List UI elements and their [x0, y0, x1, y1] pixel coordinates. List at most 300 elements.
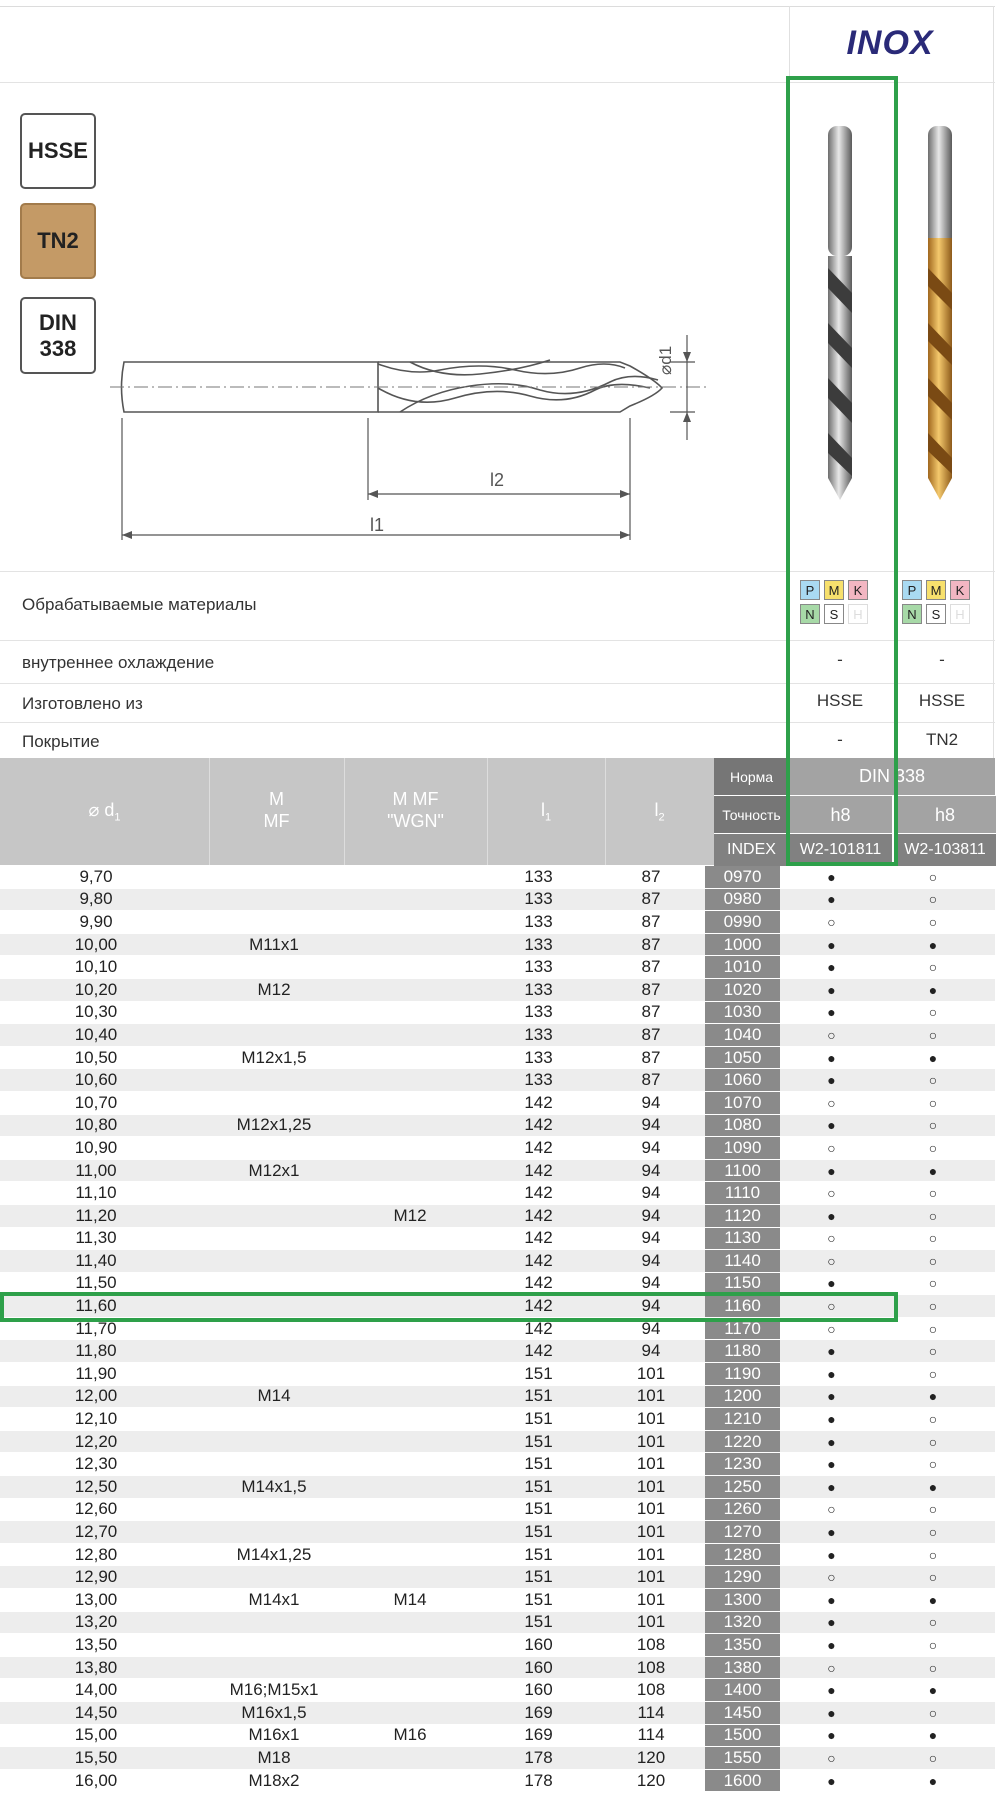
- table-row: [0, 1634, 995, 1657]
- cell-avail-col1: ●: [827, 1162, 836, 1179]
- cell-l2: 94: [641, 1092, 661, 1112]
- cell-l2: 94: [641, 1115, 661, 1135]
- table-row: [0, 1205, 995, 1228]
- cell-avail-col1: ●: [827, 1004, 836, 1021]
- cell-d1: 15,00: [74, 1725, 118, 1745]
- iso-n: N: [800, 604, 820, 624]
- cell-index: 1450: [705, 1702, 780, 1724]
- cell-l2: 87: [641, 1070, 661, 1090]
- cell-l2: 114: [637, 1725, 665, 1745]
- cell-d1: 12,10: [74, 1409, 118, 1429]
- din-badge-line1: DIN: [39, 309, 77, 335]
- highlight-row: [0, 1292, 898, 1322]
- cell-index: 1500: [705, 1725, 780, 1747]
- cell-avail-col2: ○: [928, 1433, 938, 1450]
- cell-index: 1070: [705, 1092, 780, 1114]
- cell-index: 1100: [705, 1160, 780, 1182]
- cell-thread-m: M12: [257, 979, 291, 999]
- cell-l1: 151: [524, 1612, 553, 1632]
- index-label: INDEX: [714, 833, 789, 866]
- cell-thread-m: M16;M15x1: [229, 1680, 319, 1700]
- cell-d1: 12,00: [74, 1386, 118, 1406]
- cell-index: 1180: [705, 1340, 780, 1362]
- cell-index: 1270: [705, 1521, 780, 1543]
- cell-avail-col1: ●: [827, 868, 836, 885]
- cell-d1: 11,70: [75, 1318, 117, 1338]
- cell-avail-col1: ●: [827, 1365, 836, 1382]
- cell-l1: 142: [524, 1160, 553, 1180]
- cell-l2: 120: [636, 1770, 666, 1790]
- materials-label: Обрабатываемые материалы: [22, 595, 257, 614]
- cell-l1: 133: [524, 957, 553, 977]
- cell-l2: 101: [636, 1589, 666, 1609]
- cell-l2: 94: [641, 1160, 661, 1180]
- made-of-col1: HSSE: [816, 691, 864, 710]
- table-row: [0, 1612, 995, 1635]
- col-l2-text: l: [654, 800, 659, 820]
- cell-l1: 133: [524, 866, 553, 886]
- cell-avail-col2: ○: [928, 1411, 938, 1428]
- cell-index: 1210: [705, 1408, 780, 1430]
- table-row: [0, 1024, 995, 1047]
- cell-d1: 10,30: [74, 1002, 118, 1022]
- table-row: [0, 1589, 995, 1612]
- cell-d1: 9,80: [79, 889, 113, 909]
- iso-s: S: [824, 604, 844, 624]
- cell-thread-m: M12x1,5: [241, 1047, 307, 1067]
- cell-l1: 142: [524, 1137, 553, 1157]
- cell-avail-col2: ●: [928, 1478, 938, 1495]
- cell-avail-col1: ●: [827, 1411, 836, 1428]
- cell-index: 1190: [705, 1363, 780, 1385]
- table-row: [0, 979, 995, 1002]
- cell-index: 1300: [705, 1589, 780, 1611]
- cooling-col1: -: [837, 650, 843, 669]
- cell-d1: 10,70: [74, 1092, 118, 1112]
- cell-l2: 87: [641, 866, 661, 886]
- table-row: [0, 1544, 995, 1567]
- col-m-header: [209, 788, 344, 832]
- table-row: [0, 1770, 995, 1793]
- cell-l1: 160: [524, 1680, 553, 1700]
- cell-l1: 142: [524, 1092, 553, 1112]
- cell-l1: 169: [524, 1725, 553, 1745]
- col-wgn-header: [344, 788, 487, 832]
- cell-l2: 101: [636, 1386, 666, 1406]
- table-row: [0, 866, 995, 889]
- cell-l1: 133: [524, 1047, 553, 1067]
- cell-avail-col1: ●: [827, 1478, 836, 1495]
- cell-index: 1120: [705, 1205, 780, 1227]
- cell-thread-m: M11x1: [249, 934, 299, 954]
- cell-avail-col2: ●: [928, 1727, 938, 1744]
- table-row: [0, 1363, 995, 1386]
- cell-avail-col1: ●: [827, 1682, 836, 1699]
- cell-index: 1600: [705, 1770, 780, 1792]
- cell-l2: 94: [641, 1341, 661, 1361]
- cell-avail-col2: ○: [928, 1659, 938, 1676]
- iso-s: S: [926, 604, 946, 624]
- cell-l2: 101: [636, 1522, 666, 1542]
- cell-avail-col1: ●: [827, 1343, 836, 1360]
- cell-l1: 133: [524, 889, 553, 909]
- cell-index: 1110: [705, 1182, 780, 1204]
- cell-avail-col2: ○: [928, 1749, 938, 1766]
- table-row: [0, 1002, 995, 1025]
- cell-l1: 151: [524, 1454, 553, 1474]
- table-row: [0, 956, 995, 979]
- cell-avail-col2: ○: [928, 1185, 938, 1202]
- cell-avail-col2: ○: [928, 913, 938, 930]
- cell-avail-col1: ●: [827, 1546, 836, 1563]
- cell-l2: 120: [636, 1747, 666, 1767]
- cell-l2: 101: [636, 1431, 666, 1451]
- cell-avail-col1: ●: [827, 1117, 836, 1134]
- cell-d1: 11,90: [75, 1363, 117, 1383]
- cell-d1: 11,20: [75, 1205, 117, 1225]
- cell-d1: 11,50: [75, 1273, 117, 1293]
- table-row: [0, 1069, 995, 1092]
- cell-d1: 16,00: [74, 1770, 118, 1790]
- cell-avail-col1: ●: [827, 1388, 836, 1405]
- cell-avail-col2: ○: [928, 1614, 938, 1631]
- cell-l1: 142: [524, 1318, 553, 1338]
- table-row: [0, 1160, 995, 1183]
- cell-index: 1090: [705, 1137, 780, 1159]
- cell-avail-col1: ●: [827, 1207, 836, 1224]
- cell-avail-col2: ●: [928, 981, 938, 998]
- cell-l2: 94: [641, 1183, 661, 1203]
- cell-l1: 151: [524, 1499, 553, 1519]
- cell-avail-col1: ○: [827, 1185, 836, 1202]
- cell-avail-col1: ○: [827, 1569, 836, 1586]
- cell-d1: 13,50: [74, 1634, 118, 1654]
- cell-d1: 10,20: [74, 979, 118, 999]
- cell-d1: 13,80: [74, 1657, 118, 1677]
- cell-avail-col1: ○: [827, 913, 836, 930]
- cell-avail-col1: ●: [827, 1433, 836, 1450]
- table-row: [0, 889, 995, 912]
- iso-groups-col2: [902, 580, 984, 624]
- cell-l1: 151: [524, 1386, 553, 1406]
- cell-thread-m: M14x1: [248, 1589, 300, 1609]
- table-row: [0, 1499, 995, 1522]
- cell-l2: 108: [636, 1680, 666, 1700]
- cell-avail-col1: ●: [827, 1614, 836, 1631]
- cell-l2: 94: [641, 1250, 661, 1270]
- cell-index: 1000: [705, 934, 780, 956]
- cell-avail-col1: ●: [827, 959, 836, 976]
- cell-l2: 101: [636, 1567, 666, 1587]
- cell-index: 1030: [705, 1002, 780, 1024]
- cell-d1: 12,90: [74, 1567, 118, 1587]
- col-l1-text: l: [540, 800, 545, 820]
- table-row: [0, 1250, 995, 1273]
- cell-index: 1170: [705, 1318, 780, 1340]
- cell-l2: 101: [636, 1454, 666, 1474]
- made-of-col2: HSSE: [918, 691, 966, 710]
- cell-d1: 13,00: [74, 1589, 118, 1609]
- cell-avail-col1: ○: [827, 1749, 836, 1766]
- cell-d1: 10,00: [74, 934, 118, 954]
- l1-label: l1: [370, 515, 385, 535]
- col-m-line2: MF: [263, 811, 290, 831]
- cell-d1: 9,70: [79, 866, 113, 886]
- cell-avail-col2: ○: [928, 1275, 938, 1292]
- norm-label: Норма: [714, 758, 789, 795]
- cell-index: 1020: [705, 979, 780, 1001]
- cell-d1: 10,90: [74, 1137, 118, 1157]
- cell-d1: 14,00: [74, 1680, 118, 1700]
- cell-index: 1320: [705, 1612, 780, 1634]
- cell-avail-col1: ○: [827, 1252, 836, 1269]
- brand-title: INOX: [846, 24, 934, 62]
- cell-index: 1160: [705, 1295, 780, 1317]
- cell-avail-col1: ●: [827, 1456, 836, 1473]
- coating-col1: -: [837, 730, 843, 749]
- cell-avail-col2: ○: [928, 1456, 938, 1473]
- cell-avail-col1: ○: [827, 1139, 836, 1156]
- cell-l2: 114: [637, 1702, 665, 1722]
- cell-d1: 10,80: [74, 1115, 118, 1135]
- cell-d1: 11,60: [75, 1296, 117, 1316]
- cell-l2: 87: [641, 1024, 661, 1044]
- cell-d1: 10,60: [74, 1070, 118, 1090]
- table-row: [0, 1408, 995, 1431]
- cell-l1: 169: [524, 1702, 553, 1722]
- col-wgn-line1: M MF: [392, 789, 439, 809]
- cell-avail-col2: ○: [928, 1207, 938, 1224]
- cell-d1: 11,10: [75, 1183, 117, 1203]
- cell-l1: 142: [524, 1250, 553, 1270]
- cell-thread-wgn: M14: [393, 1589, 427, 1609]
- cell-index: 1150: [705, 1273, 780, 1295]
- cooling-col2: -: [939, 650, 945, 669]
- cell-l2: 87: [641, 979, 661, 999]
- l2-label: l2: [490, 470, 505, 490]
- table-row: [0, 1115, 995, 1138]
- cell-avail-col1: ○: [827, 1501, 836, 1518]
- cell-thread-m: M12x1: [248, 1160, 300, 1180]
- table-row: [0, 1092, 995, 1115]
- cell-l2: 94: [641, 1296, 661, 1316]
- cell-d1: 12,20: [74, 1431, 118, 1451]
- cell-d1: 12,30: [74, 1454, 118, 1474]
- iso-k: K: [848, 580, 868, 600]
- cell-thread-m: M18: [257, 1747, 291, 1767]
- cell-thread-wgn: M16: [393, 1725, 427, 1745]
- cell-avail-col2: ○: [928, 1117, 938, 1134]
- table-row: [0, 1453, 995, 1476]
- cell-avail-col2: ○: [928, 1524, 938, 1541]
- drill-image-tn2: [910, 118, 970, 508]
- table-row: [0, 911, 995, 934]
- cell-l2: 101: [636, 1476, 666, 1496]
- iso-k: K: [950, 580, 970, 600]
- cell-avail-col1: ●: [827, 1049, 836, 1066]
- iso-m: M: [824, 580, 844, 600]
- iso-h: H: [950, 604, 970, 624]
- cell-index: 1400: [705, 1679, 780, 1701]
- table-row: [0, 1679, 995, 1702]
- cell-l2: 87: [641, 957, 661, 977]
- cell-index: 1550: [705, 1747, 780, 1769]
- din-badge-line2: 338: [39, 335, 77, 361]
- cell-avail-col2: ●: [928, 1049, 938, 1066]
- tolerance-col1: h8: [789, 795, 892, 834]
- cell-thread-m: M14: [257, 1386, 291, 1406]
- cell-l1: 160: [524, 1634, 553, 1654]
- cell-avail-col1: ●: [827, 1727, 836, 1744]
- cell-avail-col2: ○: [928, 891, 938, 908]
- cell-l1: 133: [524, 1070, 553, 1090]
- cell-l1: 142: [524, 1341, 553, 1361]
- cell-l2: 101: [636, 1363, 666, 1383]
- cell-thread-m: M16x1: [248, 1725, 300, 1745]
- cell-l1: 133: [524, 1024, 553, 1044]
- cell-d1: 10,50: [74, 1047, 118, 1067]
- cell-avail-col1: ●: [827, 981, 836, 998]
- cell-d1: 10,40: [74, 1024, 118, 1044]
- cell-l2: 94: [641, 1205, 661, 1225]
- cell-d1: 11,40: [75, 1250, 117, 1270]
- cell-index: 1050: [705, 1047, 780, 1069]
- cell-thread-m: M18x2: [248, 1770, 300, 1790]
- cell-avail-col2: ○: [928, 1252, 938, 1269]
- cell-l2: 87: [641, 911, 661, 931]
- top-border: [0, 6, 995, 7]
- cell-l1: 142: [524, 1183, 553, 1203]
- col-d1-text: ⌀ d: [88, 800, 115, 820]
- coating-badge: TN2: [20, 203, 96, 279]
- cell-d1: 12,70: [74, 1522, 118, 1542]
- cell-l1: 151: [524, 1544, 553, 1564]
- cell-index: 1080: [705, 1115, 780, 1137]
- cell-l2: 108: [636, 1657, 666, 1677]
- cell-avail-col2: ●: [928, 1162, 938, 1179]
- drill-drawing: [110, 330, 710, 540]
- cell-l2: 94: [641, 1318, 661, 1338]
- cell-l1: 178: [524, 1770, 553, 1790]
- iso-p: P: [902, 580, 922, 600]
- cell-index: 1350: [705, 1634, 780, 1656]
- cell-thread-m: M16x1,5: [241, 1702, 307, 1722]
- cell-l2: 87: [641, 1002, 661, 1022]
- cell-avail-col1: ●: [827, 1704, 836, 1721]
- cell-index: 1250: [705, 1476, 780, 1498]
- cell-thread-wgn: M12: [393, 1205, 427, 1225]
- cell-avail-col2: ○: [928, 1094, 938, 1111]
- cell-index: 1290: [705, 1566, 780, 1588]
- cell-d1: 12,80: [74, 1544, 118, 1564]
- cell-l2: 101: [636, 1409, 666, 1429]
- cell-avail-col2: ○: [928, 868, 938, 885]
- cell-l2: 101: [636, 1499, 666, 1519]
- cell-l2: 101: [636, 1612, 666, 1632]
- cell-thread-m: M12x1,25: [236, 1115, 312, 1135]
- cell-avail-col2: ●: [928, 1682, 938, 1699]
- cell-d1: 9,90: [79, 911, 113, 931]
- table-row: [0, 1386, 995, 1409]
- cell-avail-col1: ●: [827, 936, 836, 953]
- cell-avail-col2: ●: [928, 1388, 938, 1405]
- cell-d1: 11,80: [75, 1341, 117, 1361]
- tolerance-label: Точность: [714, 795, 789, 834]
- cell-d1: 13,20: [74, 1612, 118, 1632]
- cell-avail-col2: ○: [928, 1139, 938, 1156]
- cell-avail-col2: ●: [928, 1591, 938, 1608]
- cell-index: 1010: [705, 956, 780, 978]
- table-row: [0, 1476, 995, 1499]
- cell-l1: 142: [524, 1296, 553, 1316]
- cell-l2: 94: [641, 1273, 661, 1293]
- cell-l1: 142: [524, 1115, 553, 1135]
- cell-avail-col2: ○: [928, 1636, 938, 1653]
- table-row: [0, 1747, 995, 1770]
- cell-index: 1280: [705, 1544, 780, 1566]
- cell-avail-col1: ●: [827, 1072, 836, 1089]
- cell-l1: 151: [524, 1522, 553, 1542]
- made-of-label: Изготовлено из: [22, 694, 143, 713]
- cell-l2: 94: [641, 1228, 661, 1248]
- cell-l1: 151: [524, 1589, 553, 1609]
- cell-avail-col1: ○: [827, 1659, 836, 1676]
- cell-l1: 133: [524, 979, 553, 999]
- cell-avail-col1: ●: [827, 1772, 836, 1789]
- cell-index: 0990: [705, 911, 780, 933]
- cell-d1: 10,10: [74, 957, 118, 977]
- cell-index: 1230: [705, 1453, 780, 1475]
- cooling-label: внутреннее охлаждение: [22, 653, 215, 672]
- cell-l1: 142: [524, 1205, 553, 1225]
- cell-avail-col2: ○: [928, 1230, 938, 1247]
- cell-avail-col2: ○: [928, 1501, 938, 1518]
- iso-h: H: [848, 604, 868, 624]
- norm-value: DIN 338: [789, 758, 995, 795]
- cell-avail-col1: ○: [827, 1094, 836, 1111]
- cell-avail-col1: ●: [827, 1636, 836, 1653]
- cell-avail-col2: ●: [928, 936, 938, 953]
- cell-avail-col2: ○: [928, 1072, 938, 1089]
- table-row: [0, 1702, 995, 1725]
- table-row: [0, 1228, 995, 1251]
- cell-l1: 178: [524, 1747, 553, 1767]
- col-d1-sub: 1: [114, 811, 121, 824]
- iso-n: N: [902, 604, 922, 624]
- table-row: [0, 934, 995, 957]
- table-body: [0, 866, 995, 1792]
- coating-col2: TN2: [925, 730, 959, 749]
- cell-thread-m: M14x1,5: [241, 1476, 307, 1496]
- cell-index: 1040: [705, 1024, 780, 1046]
- cell-l1: 142: [524, 1228, 553, 1248]
- cell-avail-col2: ○: [928, 959, 938, 976]
- table-row: [0, 1137, 995, 1160]
- col-l2-sub: 2: [658, 811, 665, 824]
- cell-avail-col2: ○: [928, 1298, 938, 1315]
- cell-index: 0970: [705, 866, 780, 888]
- cell-l2: 101: [636, 1544, 666, 1564]
- column-separator-right: [993, 6, 994, 758]
- cell-index: 0980: [705, 889, 780, 911]
- cell-l2: 94: [641, 1137, 661, 1157]
- cell-l1: 142: [524, 1273, 553, 1293]
- material-badge: HSSE: [20, 113, 96, 189]
- table-row: [0, 1566, 995, 1589]
- cell-avail-col1: ●: [827, 1524, 836, 1541]
- cell-avail-col2: ○: [928, 1365, 938, 1382]
- cell-index: 1200: [705, 1386, 780, 1408]
